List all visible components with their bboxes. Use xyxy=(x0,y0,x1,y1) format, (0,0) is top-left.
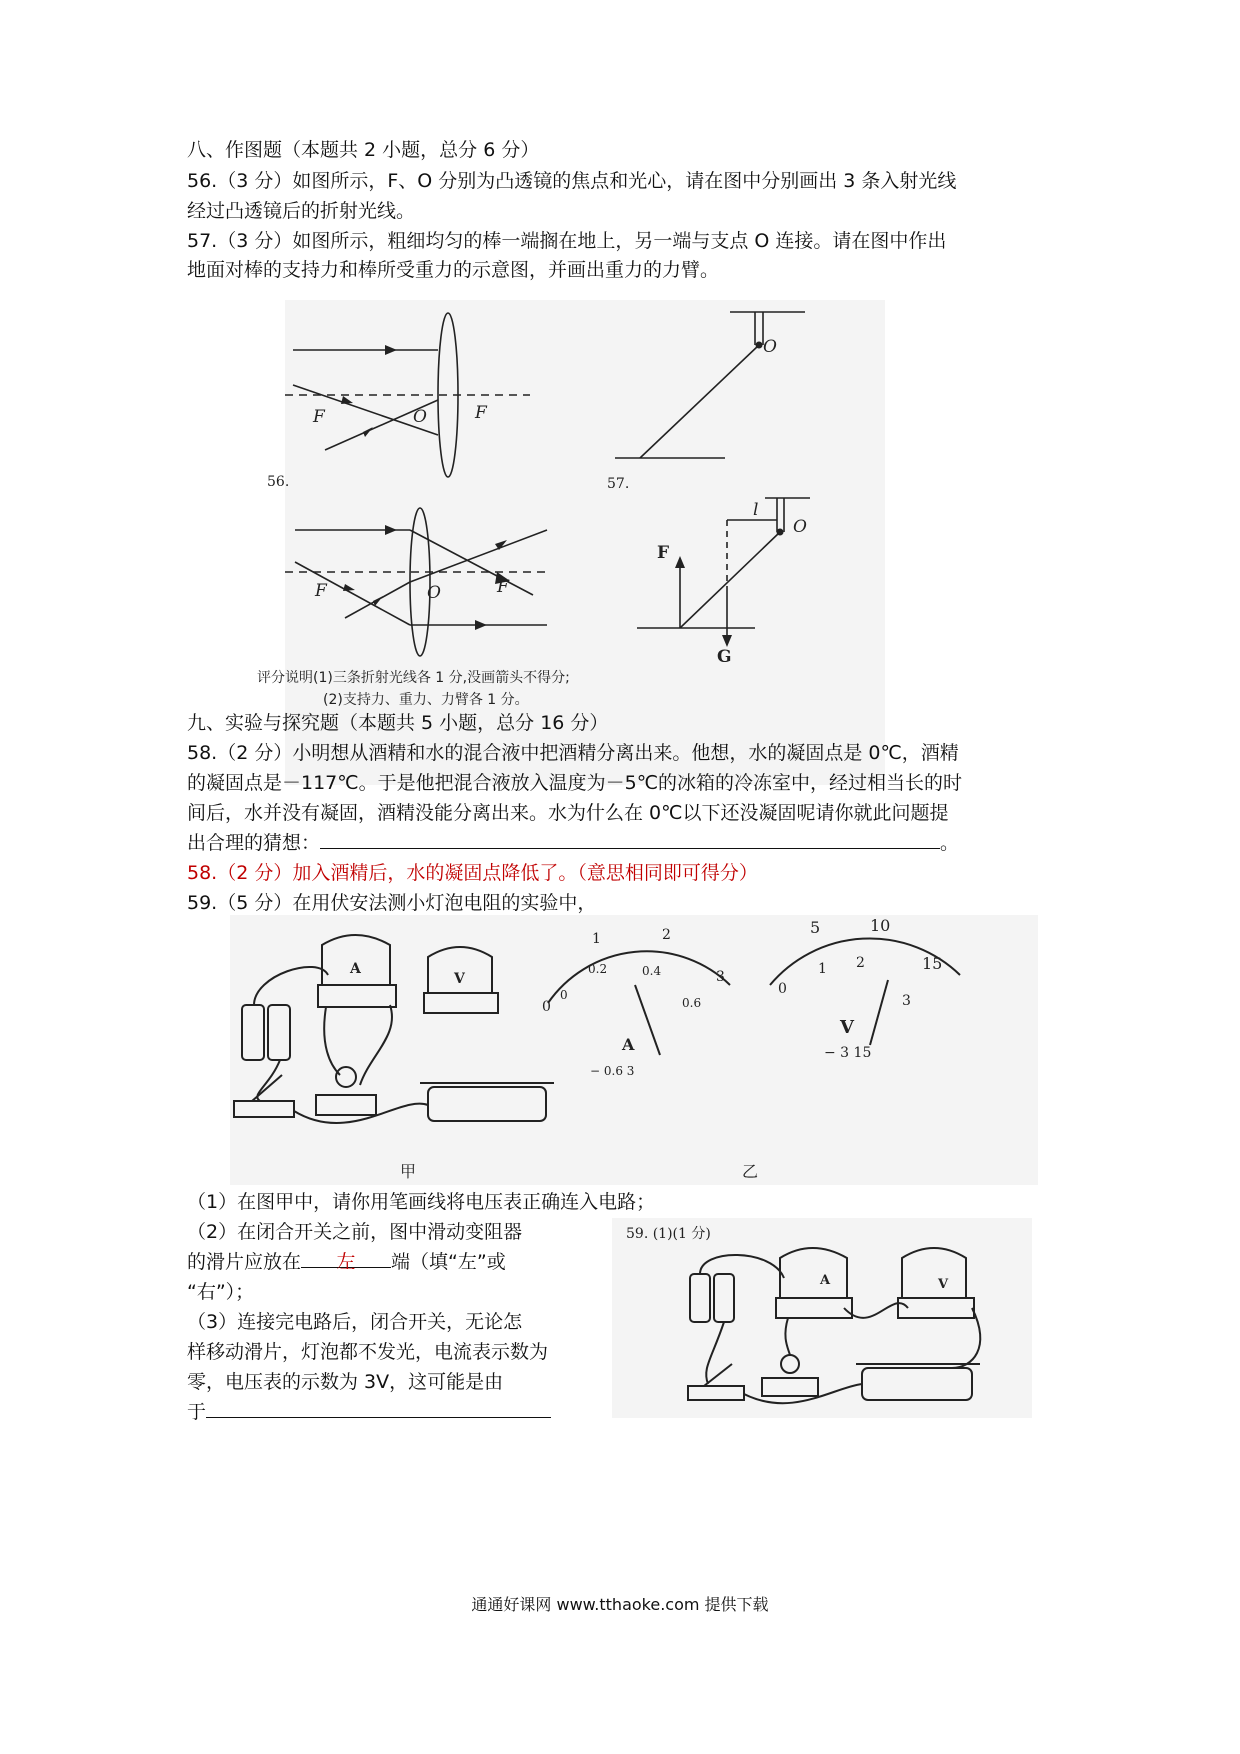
answer-label-f2: F xyxy=(497,577,509,597)
lens-label-f-right: F xyxy=(475,403,487,423)
question-57-line1: 57.（3 分）如图所示，粗细均匀的棒一端搁在地上，另一端与支点 O 连接。请在图中作出 xyxy=(187,230,947,252)
lamp-bulb xyxy=(336,1067,356,1087)
a-terminals: − 0.6 3 xyxy=(590,1064,635,1078)
scoring-note-2: (2)支持力、重力、力臂各 1 分。 xyxy=(323,692,529,708)
voltmeter-letter: V xyxy=(454,971,465,987)
ammeter-letter: A xyxy=(350,961,361,977)
answer-lens xyxy=(410,508,430,656)
section-9-title: 九、实验与探究题（本题共 5 小题，总分 16 分） xyxy=(187,712,609,734)
lamp-base xyxy=(316,1095,376,1115)
v-unit: V xyxy=(840,1017,854,1038)
ammeter-needle xyxy=(635,985,660,1055)
answer-blank-58[interactable] xyxy=(320,826,940,849)
circuit-figure-svg xyxy=(230,915,1038,1185)
part2-suffix: 端（填“左”或 xyxy=(391,1251,506,1273)
question-57-line2: 地面对棒的支持力和棒所受重力的示意图，并画出重力的力臂。 xyxy=(187,259,720,281)
question-58-line1: 58.（2 分）小明想从酒精和水的混合液中把酒精分离出来。他想，水的凝固点是 0℃，酒精 xyxy=(187,742,959,764)
part2-prefix: 的滑片应放在 xyxy=(187,1251,302,1273)
answer-label-f: F xyxy=(315,581,327,601)
battery-1 xyxy=(242,1005,264,1060)
a-major-0: 0 xyxy=(542,999,551,1015)
answer-label-o2: O xyxy=(793,517,807,537)
question-58-line4 xyxy=(187,826,959,860)
scoring-note-1: 评分说明(1)三条折射光线各 1 分,没画箭头不得分; xyxy=(257,670,570,686)
answer-label-57: 57. xyxy=(607,476,630,492)
rod xyxy=(640,345,759,458)
question-58-prefix: 出合理的猜想： xyxy=(187,832,321,854)
answer-blank-59-3[interactable] xyxy=(206,1395,551,1418)
a-minor-3: 0.6 xyxy=(682,996,702,1010)
a-major-1: 1 xyxy=(592,931,601,947)
v-minor-0: 0 xyxy=(778,981,787,997)
label-jia: 甲 xyxy=(400,1162,417,1181)
page-footer: 通通好课网 www.tthaoke.com 提供下载 xyxy=(471,1595,769,1614)
rheostat xyxy=(428,1087,546,1121)
answer-label-force-f: F xyxy=(657,543,670,563)
question-59-part2-line2 xyxy=(187,1245,506,1279)
answer-ammeter-letter: A xyxy=(820,1273,831,1288)
answer-58: 58.（2 分）加入酒精后，水的凝固点降低了。（意思相同即可得分） xyxy=(187,862,758,884)
question-58-suffix: 。 xyxy=(940,832,960,854)
lens-label-o: O xyxy=(413,407,427,427)
question-59-line1: 59.（5 分）在用伏安法测小灯泡电阻的实验中， xyxy=(187,892,597,914)
v-minor-15: 15 xyxy=(922,954,943,973)
v-major-10: 10 xyxy=(870,916,891,935)
question-59-part1: （1）在图甲中，请你用笔画线将电压表正确连入电路； xyxy=(187,1191,656,1213)
ammeter-body xyxy=(322,935,390,985)
part3-prefix: 于 xyxy=(187,1401,207,1423)
question-59-part3-line4 xyxy=(187,1395,551,1429)
a-minor-0: 0 xyxy=(560,988,568,1002)
question-56-line1: 56.（3 分）如图所示，F、O 分别为凸透镜的焦点和光心，请在图中分别画出 3 条入射光线 xyxy=(187,170,957,192)
a-major-2: 2 xyxy=(662,927,671,943)
a-minor-2: 0.4 xyxy=(642,964,662,978)
a-minor-1: 0.2 xyxy=(588,962,608,976)
answer-voltmeter-letter: V xyxy=(938,1277,949,1292)
a-unit: A xyxy=(622,1035,635,1054)
answer-circuit-figure xyxy=(612,1218,1032,1418)
a-major-3: 3 xyxy=(716,969,725,985)
question-58-line2: 的凝固点是－117℃。于是他把混合液放入温度为－5℃的冰箱的冷冻室中，经过相当长的时 xyxy=(187,772,963,794)
answer-label-56: 56. xyxy=(267,474,290,490)
answer-label-l: l xyxy=(753,500,759,520)
question-59-part2-line3: “右”）； xyxy=(187,1281,255,1303)
lens-label-f-left: F xyxy=(313,407,325,427)
question-59-part3-line3: 零，电压表的示数为 3V，这可能是由 xyxy=(187,1371,504,1393)
answer-circuit-svg xyxy=(612,1218,1032,1418)
question-59-part3-line2: 样移动滑片，灯泡都不发光，电流表示数为 xyxy=(187,1341,549,1363)
v-major-5: 5 xyxy=(810,918,821,937)
v-minor-1: 1 xyxy=(818,961,827,977)
answer-label-g: G xyxy=(717,647,732,667)
answer-label-o: O xyxy=(427,583,441,603)
question-59-part2-line1: （2）在闭合开关之前，图中滑动变阻器 xyxy=(187,1221,523,1243)
section-8-title: 八、作图题（本题共 2 小题，总分 6 分） xyxy=(187,139,540,161)
label-yi: 乙 xyxy=(742,1162,759,1181)
switch xyxy=(234,1101,294,1117)
battery-2 xyxy=(268,1005,290,1060)
question-58-line3: 间后，水并没有凝固，酒精没能分离出来。水为什么在 0℃以下还没凝固呢请你就此问题提 xyxy=(187,802,949,824)
question-56-line2: 经过凸透镜后的折射光线。 xyxy=(187,200,416,222)
answer-blank-59-2[interactable]: 左 xyxy=(301,1245,391,1268)
answer-fig-label: 59. (1)(1 分) xyxy=(626,1226,711,1242)
question-59-part3-line1: （3）连接完电路后，闭合开关，无论怎 xyxy=(187,1311,523,1333)
v-terminals: − 3 15 xyxy=(824,1045,872,1061)
v-minor-3: 3 xyxy=(902,993,911,1009)
rod-label-o: O xyxy=(763,337,777,357)
v-minor-2: 2 xyxy=(856,955,865,971)
circuit-figure xyxy=(230,915,1038,1185)
voltmeter-needle xyxy=(870,980,888,1045)
